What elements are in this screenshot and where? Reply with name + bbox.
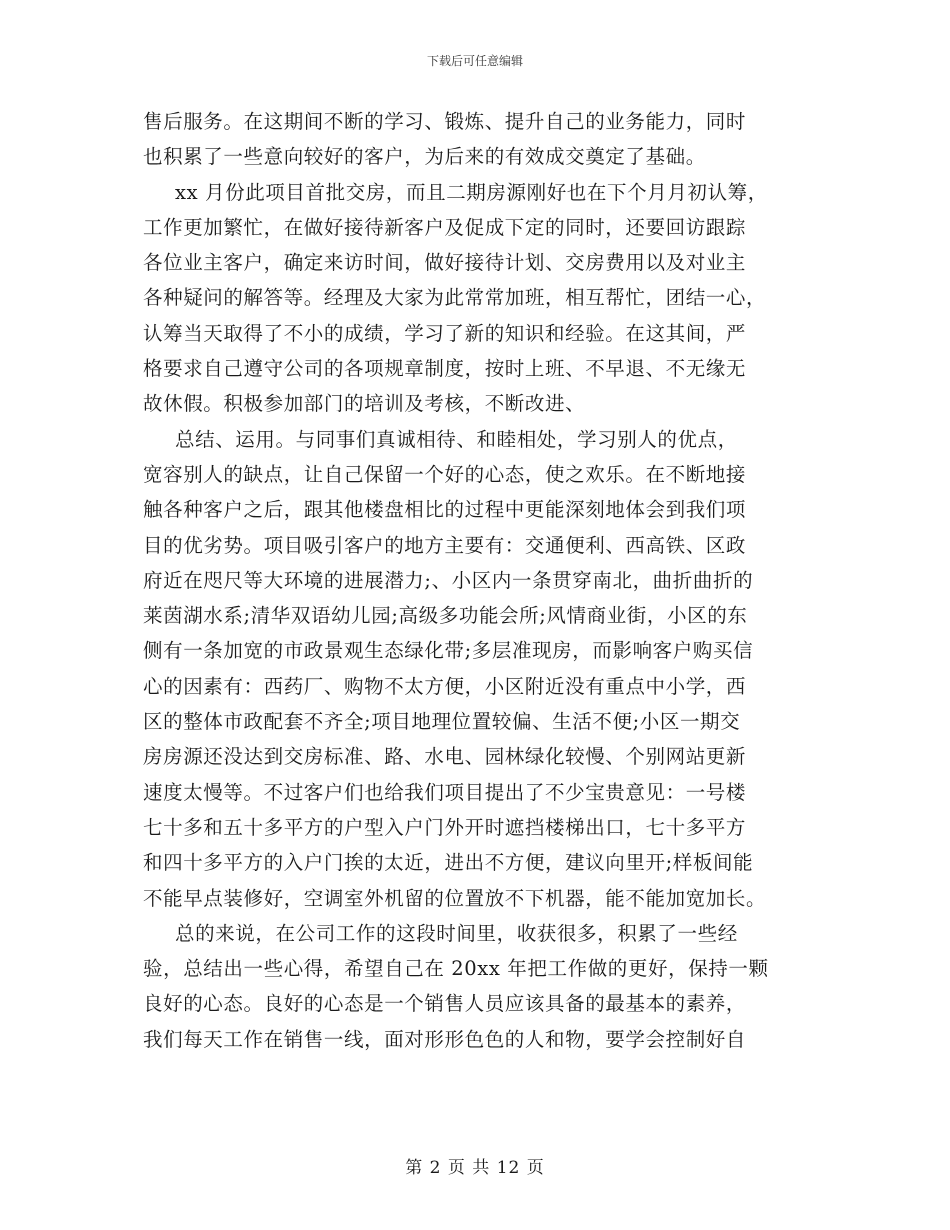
text-line: 心的因素有：西药厂、购物不太方便，小区附近没有重点中小学，西 (143, 674, 747, 698)
text-line: 格要求自己遵守公司的各项规章制度，按时上班、不早退、不无缘无 (143, 357, 747, 381)
paragraph-start-line: 总结、运用。与同事们真诚相待、和睦相处，学习别人的优点， (175, 427, 738, 451)
page-header: 下载后可任意编辑 (426, 54, 523, 68)
page-number-footer: 第 2 页 共 12 页 (405, 1158, 545, 1178)
text-line: 侧有一条加宽的市政景观生态绿化带;多层准现房，而影响客户购买信 (143, 639, 754, 663)
text-line: 不能早点装修好，空调室外机留的位置放不下机器，能不能加宽加长。 (143, 886, 767, 910)
text-line: 速度太慢等。不过客户们也给我们项目提出了不少宝贵意见：一号楼 (143, 780, 747, 804)
text-line: 宽容别人的缺点，让自己保留一个好的心态，使之欢乐。在不断地接 (143, 462, 747, 486)
text-line: 各种疑问的解答等。经理及大家为此常常加班，相互帮忙，团结一心， (143, 286, 767, 310)
text-line: 工作更加繁忙，在做好接待新客户及促成下定的同时，还要回访跟踪 (143, 215, 747, 239)
text-line: 良好的心态。良好的心态是一个销售人员应该具备的最基本的素养， (143, 992, 747, 1016)
text-line: 七十多和五十多平方的户型入户门外开时遮挡楼梯出口，七十多平方 (143, 815, 747, 839)
text-line: 各位业主客户，确定来访时间，做好接待计划、交房费用以及对业主 (143, 251, 747, 275)
text-line: 房房源还没达到交房标准、路、水电、园林绿化较慢、个别网站更新 (143, 745, 747, 769)
text-line: 区的整体市政配套不齐全;项目地理位置较偏、生活不便;小区一期交 (143, 710, 741, 734)
text-line: 莱茵湖水系;清华双语幼儿园;高级多功能会所;风情商业街，小区的东 (143, 604, 748, 628)
document-body (143, 104, 813, 1057)
text-line: 和四十多平方的入户门挨的太近，进出不方便，建议向里开;样板间能 (143, 851, 754, 875)
text-line: 触各种客户之后，跟其他楼盘相比的过程中更能深刻地体会到我们项 (143, 498, 747, 522)
text-line: 也积累了一些意向较好的客户，为后来的有效成交奠定了基础。 (143, 145, 706, 169)
text-line: 故休假。积极参加部门的培训及考核，不断改进、 (143, 392, 586, 416)
text-line: 目的优劣势。项目吸引客户的地方主要有：交通便利、西高铁、区政 (143, 533, 747, 557)
text-line: 售后服务。在这期间不断的学习、锻炼、提升自己的业务能力，同时 (143, 110, 747, 133)
paragraph-start-line: 总的来说，在公司工作的这段时间里，收获很多，积累了一些经 (175, 921, 738, 945)
text-line: 认筹当天取得了不小的成绩，学习了新的知识和经验。在这其间，严 (143, 321, 747, 345)
text-line: 我们每天工作在销售一线，面对形形色色的人和物，要学会控制好自 (143, 1027, 747, 1051)
text-line: 验，总结出一些心得，希望自己在 20xx 年把工作做的更好，保持一颗 (143, 957, 769, 981)
text-line: 府近在咫尺等大环境的进展潜力;、小区内一条贯穿南北，曲折曲折的 (143, 568, 754, 592)
paragraph-start-line: xx 月份此项目首批交房，而且二期房源刚好也在下个月月初认筹， (175, 180, 768, 204)
